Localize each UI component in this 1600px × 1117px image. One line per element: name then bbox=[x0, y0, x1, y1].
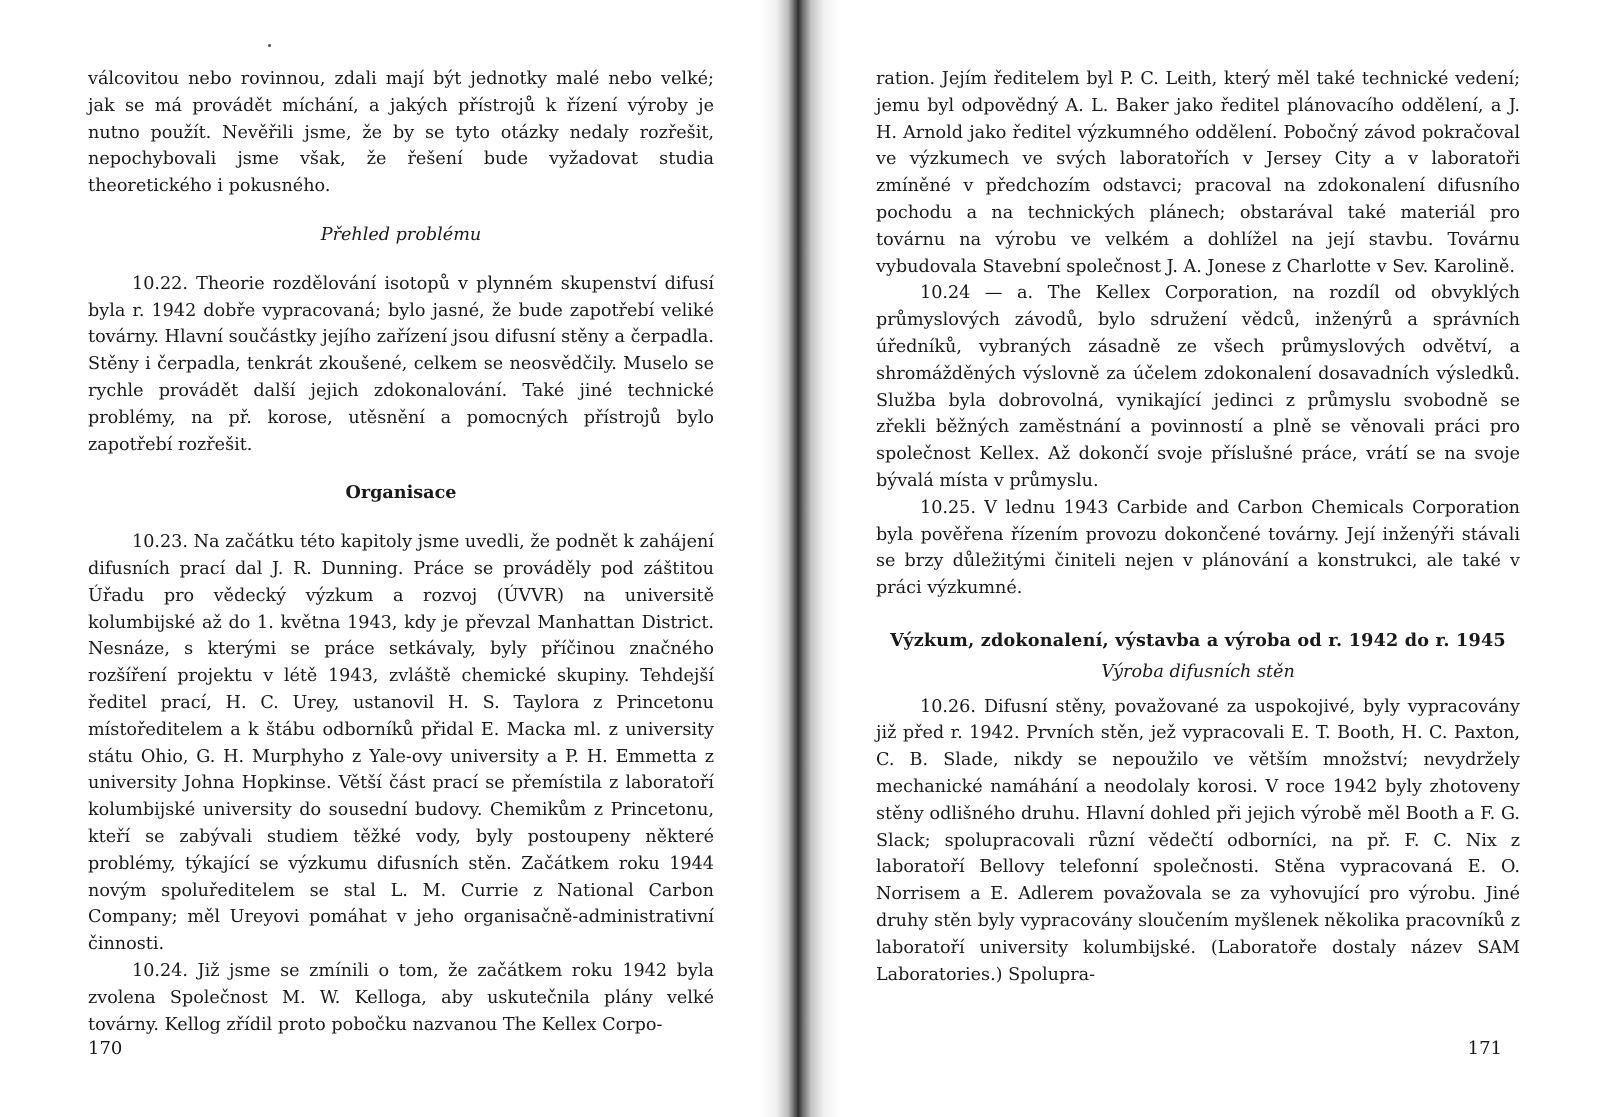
paragraph-10-26: 10.26. Difusní stěny, považované za uspokojivé, byly vypracovány již před r. 1942. Prvních stěn, jež vypracovali E. T. Booth, H. C. Paxton, C. B. Slade, nikdy se nepoužilo ve větším množství; nevydržely mechanické namáhání a neodolaly korosi. V roce 1942 byly zhotoveny stěny odlišného druhu. Hlavní dohled při jejich výrobě měl Booth a F. G. Slack; spolupracovali různí vědečtí odborníci, na př. F. C. Nix z laboratoří Bellovy telefonní společnosti. Stěna vypracovaná E. O. Norrisem a E. Adlerem považovala se za vyhovující pro výrobu. Jiné druhy stěn byly vypracovány sloučením myšlenek několika pracovníků z laboratoří university kolumbijské. (Laboratoře dostaly název SAM Laboratories.) Spolupra- bbox=[876, 696, 1520, 985]
section-title-overview: Přehled problému bbox=[320, 224, 482, 245]
section-title-organisation: Organisace bbox=[345, 482, 457, 504]
left-page bbox=[0, 0, 790, 1117]
paragraph-continued: válcovitou nebo rovinnou, zdali mají být jednotky malé nebo velké; jak se má provádět míchání, a jakých přístrojů k řízení výroby je nutno použít. Nevěřili jsme, že by se tyto otázky nedaly rozřešit, nepochybovali jsme však, že řešení bude vyžadovat studia theoretického i pokusného. bbox=[88, 69, 714, 197]
paragraph-continued-right: ration. Jejím ředitelem byl P. C. Leith, který měl také technické vedení; jemu byl odpovědný A. L. Baker jako ředitel plánovacího oddělení, a J. H. Arnold jako ředitel výzkumného oddělení. Pobočný závod pokračoval ve výzkumech ve svých laboratořích v Jersey City a v laboratoři zmíněné v předchozím odstavci; pracoval na zdokonalení difusního pochodu a na technických plánech; obstarával také materiál pro továrnu na výrobu ve velkém a dohlížel na její stavbu. Továrnu vybudovala Stavební společnost J. A. Jonese z Charlotte v Sev. Karolině. bbox=[876, 69, 1520, 277]
page-number-left: 170 bbox=[88, 1038, 123, 1059]
subsection-title: Výroba difusních stěn bbox=[1101, 661, 1295, 682]
print-speck bbox=[268, 44, 271, 47]
page-number-right: 171 bbox=[1467, 1038, 1502, 1059]
left-text-column bbox=[88, 66, 714, 1038]
paragraph-10-22: 10.22. Theorie rozdělování isotopů v plynném skupenství difusí byla r. 1942 dobře vypracovaná; bylo jasné, že bude zapotřebí veliké továrny. Hlavní součástky jejího zařízení jsou difusní stěny a čerpadla. Stěny i čerpadla, tenkrát zkoušené, celkem se neosvědčily. Muselo se rychle provádět další jejich zdokonalování. Také jiné technické problémy, na př. korose, utěsnění a pomocných přístrojů bylo zapotřebí rozřešit. bbox=[88, 273, 714, 455]
right-page bbox=[810, 0, 1600, 1117]
paragraph-10-24a: 10.24 — a. The Kellex Corporation, na rozdíl od obvyklých průmyslových závodů, bylo sdružení vědců, inženýrů a správních úředníků, vybraných zásadně ze všech průmyslových odvětví, a shromážděných výslovně za účelem zdokonalení dosavadních výsledků. Služba byla dobrovolná, vynikající jedinci z průmyslu svobodně se zřekli běžných zaměstnání a povinností a plně se věnovali práci pro společnost Kellex. Až dokončí svoje příslušné práce, vrátí se na svoje bývalá místa v průmyslu. bbox=[876, 283, 1520, 491]
right-text-column bbox=[876, 66, 1520, 988]
chapter-title: Výzkum, zdokonalení, výstavba a výroba od r. 1942 do r. 1945 bbox=[890, 629, 1506, 651]
paragraph-10-23: 10.23. Na začátku této kapitoly jsme uvedli, že podnět k zahájení difusních prací dal J. R. Dunning. Práce se prováděly pod záštitou Úřadu pro vědecký výzkum a rozvoj (ÚVVR) na universitě kolumbijské až do 1. května 1943, kdy je převzal Manhattan District. Nesnáze, s kterými se práce setkávaly, byly příčinou značného rozšíření projektu v létě 1943, zvláště chemické skupiny. Tehdejší ředitel prací, H. C. Urey, ustanovil H. S. Taylora z Princetonu místoředitelem a k štábu odborníků přidal E. Macka ml. z university státu Ohio, G. H. Murphyho z Yale-ovy university a P. H. Emmetta z university Johna Hopkinse. Větší část prací se přemístila z laboratoří kolumbijské university do sousední budovy. Chemikům z Princetonu, kteří se zabývali studiem těžké vody, byly postoupeny některé problémy, týkající se výzkumu difusních stěn. Začátkem roku 1944 novým spoluředitelem se stal L. M. Currie z National Carbon Company; měl Ureyovi pomáhat v jeho organisačně-administrativní činnosti. bbox=[88, 532, 714, 955]
paragraph-10-25: 10.25. V lednu 1943 Carbide and Carbon Chemicals Corporation byla pověřena řízením provozu dokončené továrny. Její inženýři stávali se brzy důležitými činiteli nejen v plánování a konstrukci, ale také v práci výzkumné. bbox=[876, 497, 1520, 599]
paragraph-10-24: 10.24. Již jsme se zmínili o tom, že začátkem roku 1942 byla zvolena Společnost M. W. Kelloga, aby uskutečnila plány velké továrny. Kellog zřídil proto pobočku nazvanou The Kellex Corpo- bbox=[88, 960, 714, 1035]
